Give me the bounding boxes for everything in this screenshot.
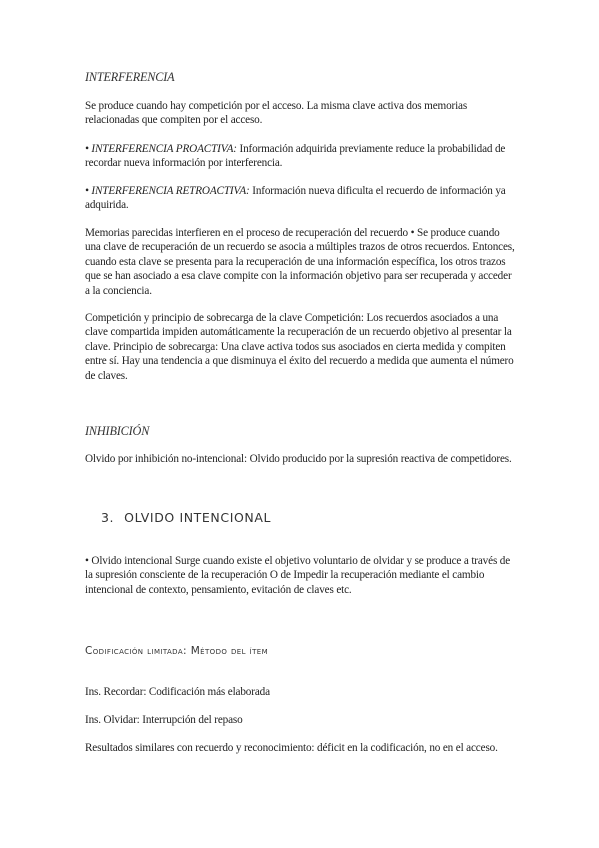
memorias-paragraph: Memorias parecidas interfieren en el proceso de recuperación del recuerdo • Se produce cuando una clave de recuperación de un recuerdo se asocia a múltiples trazos de otros recuerdos. Entonces, cuando esta clave se presenta para la recuperación de una información específica, los otros trazos que se han asociado a esa clave compite con la información objetivo para ser recuperada y acceder a la conciencia. [85,227,515,297]
retroactiva-text: Información nueva dificulta el recuerdo de información ya adquirida. [85,185,506,212]
olvido-paragraph: • Olvido intencional Surge cuando existe el objetivo voluntario de olvidar y se produce a través de la supresión consciente de la recuperación O de Impedir la recuperación mediante el cambio intencional de contexto, pensamiento, evitación de claves etc. [85,555,511,596]
section-title: OLVIDO INTENCIONAL [124,510,272,525]
retroactiva-paragraph [85,184,517,213]
proactiva-label: • INTERFERENCIA PROACTIVA: [85,143,237,155]
codificacion-heading: Codificación limitada: Método del ítem [85,645,269,657]
interferencia-intro: Se produce cuando hay competición por el acceso. La misma clave activa dos memorias relacionadas que compiten por el acceso. [85,100,468,127]
competicion-paragraph: Competición y principio de sobrecarga de la clave Competición: Los recuerdos asociados a una clave compartida impiden automáticamente la recuperación de un recuerdo objetivo al presentar la clave. Principio de sobrecarga: Una clave activa todos sus asociados en cierta medida y compiten entre sí. Hay una tendencia a que disminuya el éxito del recuerdo a medida que aumenta el número de claves. [85,312,514,382]
recordar-line: Ins. Recordar: Codificación más elaborada [85,686,270,698]
proactiva-text: Información adquirida previamente reduce la probabilidad de recordar nueva información por interferencia. [85,143,506,170]
resultados-paragraph: Resultados similares con recuerdo y reconocimiento: déficit en la codificación, no en el acceso. [85,742,498,754]
interferencia-heading: INTERFERENCIA [85,70,175,84]
section-3-heading [101,510,271,525]
olvidar-line: Ins. Olvidar: Interrupción del repaso [85,714,243,726]
inhibicion-paragraph: Olvido por inhibición no-intencional: Olvido producido por la supresión reactiva de competidores. [85,453,512,465]
retroactiva-label: • INTERFERENCIA RETROACTIVA: [85,185,250,197]
section-number: 3. [101,510,115,525]
inhibicion-heading: INHIBICIÓN [85,424,150,438]
proactiva-paragraph [85,142,517,171]
